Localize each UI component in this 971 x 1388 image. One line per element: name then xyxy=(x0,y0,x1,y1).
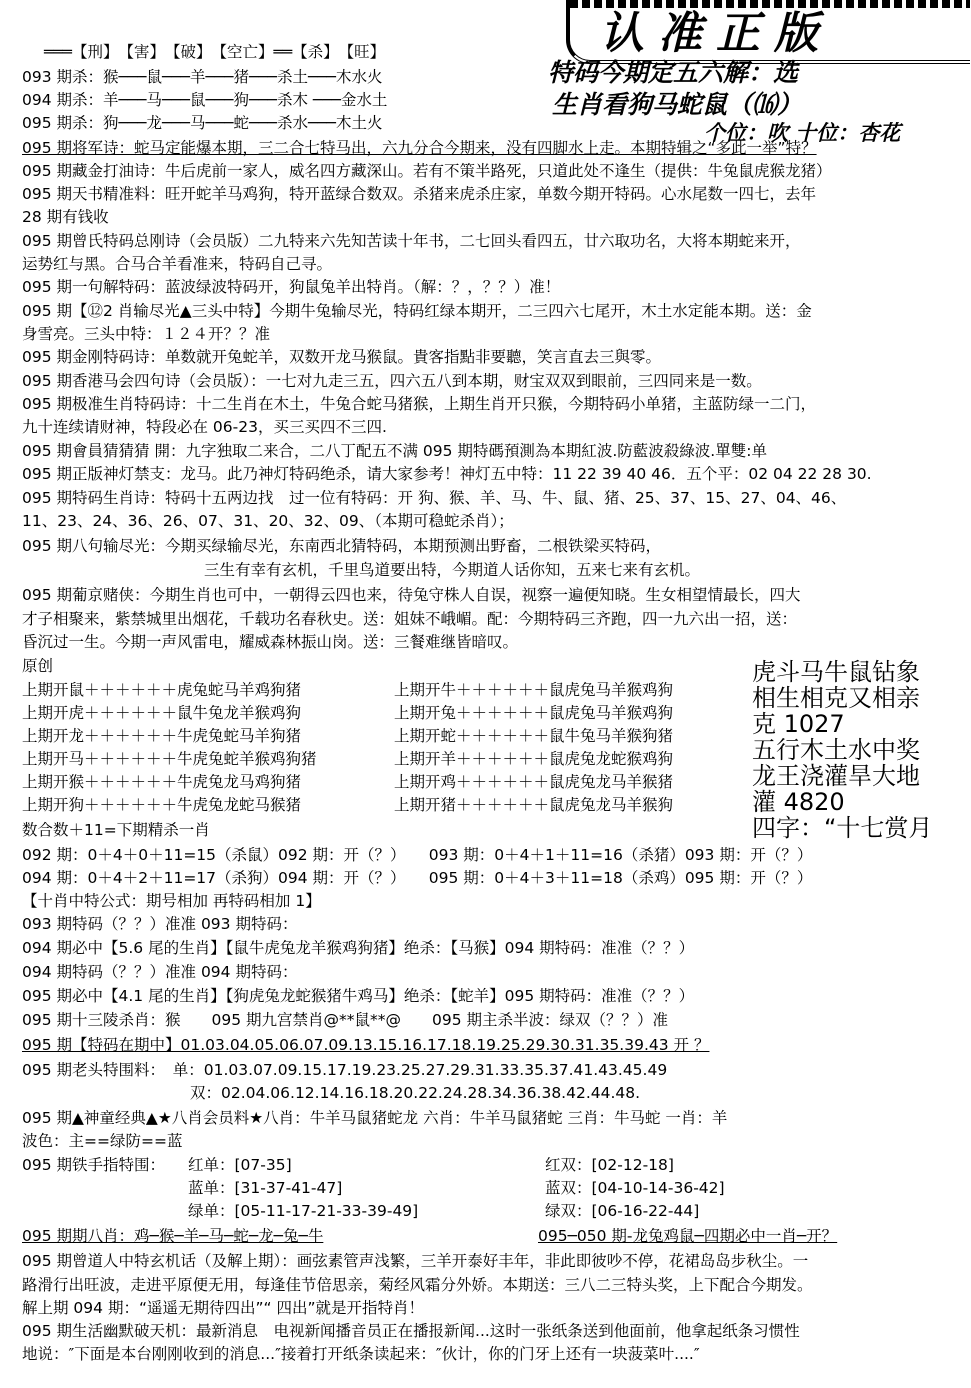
odd-numbers-line: 095 期老头特围料： 单：01.03.07.09.15.17.19.23.25.27.29.31.33.35.37.41.43.45.49 xyxy=(22,1061,668,1079)
prev-period-right: 上期开牛＋＋＋＋＋＋鼠虎兔马羊猴鸡狗 xyxy=(394,681,674,699)
formula-line: 【十肖中特公式：期号相加 再特码相加 1】 xyxy=(22,892,321,910)
formula-line: 094 期必中【5.6 尾的生肖】【鼠牛虎兔龙羊猴鸡狗猪】绝杀：【马猴】094 期特码：准准（？？） xyxy=(22,939,695,957)
iron-finger-blue-even: 蓝双：[04-10-14-36-42] xyxy=(545,1179,725,1197)
closing-line: 解上期 094 期：“遥遥无期待四出”“ 四出”就是开指特肖！ xyxy=(22,1299,424,1317)
side-poem-line: 四字：“十七赏月 xyxy=(752,814,933,842)
formula-line: 093 期特码（？？）准准 093 期特码： xyxy=(22,915,298,933)
prev-period-right: 上期开羊＋＋＋＋＋＋鼠虎兔龙蛇猴鸡狗 xyxy=(394,750,674,768)
iron-finger-red-even: 红双：[02-12-18] xyxy=(545,1156,674,1174)
paragraph-line: 095 期天书精准料：旺开蛇羊马鸡狗，特开蓝绿合数双。杀猪来虎杀庄家，单数今期开特码。心水尾数一四七，去年 xyxy=(22,185,817,203)
wave-line: 波色：主==绿防==蓝 xyxy=(22,1132,183,1150)
prev-period-right: 上期开猪＋＋＋＋＋＋鼠虎兔龙马羊猴狗 xyxy=(394,796,674,814)
closing-line: 095 期生活幽默破天机：最新消息 电视新闻播音员正在播报新闻...这时一张纸条送到他面前，他拿起纸条习惯性 xyxy=(22,1322,800,1340)
zodiac-line: 095 期▲神童经典▲★八肖会员料★八肖：牛羊马鼠猪蛇龙 六肖：牛羊马鼠猪蛇 三肖：牛马蛇 一肖：羊 xyxy=(22,1109,728,1127)
paragraph-line: 身雪亮。三头中特：１２４开？？准 xyxy=(22,325,271,343)
paragraph-line: 11、23、24、36、26、07、31、20、32、09、（本期可稳蛇杀肖）； xyxy=(22,512,514,530)
formula-line: 数合数＋11=下期精杀一肖 xyxy=(22,821,210,839)
prev-period-right: 上期开蛇＋＋＋＋＋＋鼠牛兔马羊猴狗猪 xyxy=(394,727,674,745)
prev-period-left: 上期开马＋＋＋＋＋＋牛虎兔蛇羊猴鸡狗猪 xyxy=(22,750,317,768)
formula-line: 094 期特码（？？）准准 094 期特码： xyxy=(22,963,298,981)
iron-finger-green-odd: 绿单：[05-11-17-21-33-39-49] xyxy=(188,1202,419,1220)
formula-line: 094 期：0＋4＋2＋11=17（杀狗）094 期：开（？） 095 期：0＋4＋3＋11=18（杀鸡）095 期：开（？） xyxy=(22,869,813,887)
prev-period-left: 上期开虎＋＋＋＋＋＋鼠牛兔龙羊猴鸡狗 xyxy=(22,704,302,722)
original-label: 原创 xyxy=(22,657,54,675)
stamp-text: 认准正版 xyxy=(600,8,832,59)
eight-zodiac-line: 095 期期八肖：鸡─猴─羊─马─蛇─龙─兔─牛 xyxy=(22,1227,324,1245)
iron-finger-label: 095 期铁手指特围： xyxy=(22,1156,166,1174)
chain-border-top xyxy=(570,0,970,8)
paragraph-line: 095 期一句解特码：蓝波绿波特码开，狗鼠兔羊出特肖。（解：？，？？）准！ xyxy=(22,278,561,296)
handwritten-note-2: 生肖看狗马蛇鼠（⒃） xyxy=(552,90,803,119)
handwritten-note-3: 个位：吹 十位：杏花 xyxy=(704,120,901,145)
kill-row-094: 094 期杀：羊───马───鼠───狗───杀木 ───金水土 xyxy=(22,91,388,109)
paragraph-line: 才子相聚来，紫禁城里出烟花，千载功名春秋史。送：姐妹不峨嵋。配：今期特码三齐跑，四一九六出一招，送： xyxy=(22,610,798,628)
side-poem-line: 灌 4820 xyxy=(752,788,845,816)
iron-finger-green-even: 绿双：[06-16-22-44] xyxy=(545,1202,700,1220)
side-poem-line: 龙王浇灌旱大地 xyxy=(752,762,920,790)
paragraph-line: 095 期极准生肖特码诗：十二生肖在木土，牛兔合蛇马猪猴，上期生肖开只猴，今期特码小单猪，主蓝防绿一二门， xyxy=(22,395,817,413)
special-period-line: 095 期【特码在期中】01.03.04.05.06.07.09.13.15.16.17.18.19.25.29.30.31.35.39.43 开 ？ xyxy=(22,1036,710,1054)
prev-period-left: 上期开鼠＋＋＋＋＋＋虎兔蛇马羊鸡狗猪 xyxy=(22,681,302,699)
kill-row-093: 093 期杀：猴───鼠───羊───猪───杀土───木水火 xyxy=(22,68,383,86)
formula-line: 095 期十三陵杀肖：猴 095 期九宫禁肖@**鼠**@ 095 期主杀半波：绿双（？？）准 xyxy=(22,1011,669,1029)
side-poem-line: 克 1027 xyxy=(752,710,845,738)
paragraph-line: 095 期曾氏特码总刚诗（会员版）二九特来六先知苦读十年书，二七回头看四五，廿六取功名，大将本期蛇来开， xyxy=(22,232,801,250)
side-poem-line: 虎斗马牛鼠钻象 xyxy=(752,658,920,686)
iron-finger-blue-odd: 蓝单：[31-37-41-47] xyxy=(188,1179,343,1197)
formula-line: 092 期：0＋4＋0＋11=15（杀鼠）092 期：开（？） 093 期：0＋4＋1＋11=16（杀猪）093 期：开（？） xyxy=(22,846,813,864)
paragraph-line: 095 期藏金打油诗：牛后虎前一家人，威名四方藏深山。若有不策半路死，只道此处不逢生（提供：牛兔鼠虎猴龙猪） xyxy=(22,162,832,180)
formula-line: 095 期必中【4.1 尾的生肖】【狗虎兔龙蛇猴猪牛鸡马】绝杀：【蛇羊】095 期特码：准准（？？） xyxy=(22,987,695,1005)
paragraph-line: 095 期會員猜猜猜 開：九字独取二来合，二八丁配五不满 095 期特碼預測為本期紅波.防藍波殺綠波.單雙:单 xyxy=(22,442,767,460)
prev-period-left: 上期开猴＋＋＋＋＋＋牛虎兔龙马鸡狗猪 xyxy=(22,773,302,791)
paragraph-line: 095 期香港马会四句诗（会员版）：一七对九走三五，四六五八到本期，财宝双双到眼前，三四同来是一数。 xyxy=(22,372,762,390)
side-poem-line: 五行木土水中奖 xyxy=(752,736,920,764)
closing-line: 路滑行出旺波，走进平原便无用，每逢佳节倍思亲，菊经风霜分外娇。本期送：三八二三特头奖，上下配合今期发。 xyxy=(22,1276,813,1294)
paragraph-line: 三生有幸有玄机，千里鸟道要出特，今期道人话你知，五来七来有玄机。 xyxy=(204,561,701,579)
paragraph-line: 095 期将军诗：蛇马定能爆本期，三二合七特马出，六九分合今期来，没有四脚水上走。本期特辑之“多此一举”特？ xyxy=(22,139,817,157)
paragraph-line: 095 期正版神灯禁支：龙马。此乃神灯特码绝杀，请大家参考！神灯五中特：11 22 39 40 46．五个平：02 04 22 28 30. xyxy=(22,465,872,483)
paragraph-line: 095 期特码生肖诗：特码十五两边找 过一位有特码：开 狗、猴、羊、马、牛、鼠、猪、25、37、15、27、04、46、 xyxy=(22,489,847,507)
paragraph-line: 28 期有钱收 xyxy=(22,208,109,226)
paragraph-line: 095 期金刚特码诗：单数就开兔蛇羊，双数开龙马猴鼠。貴客指點非要聽，笑言直去三與零。 xyxy=(22,348,662,366)
kill-row-095: 095 期杀：狗───龙───马───蛇───杀水───木土火 xyxy=(22,114,383,132)
prev-period-right: 上期开鸡＋＋＋＋＋＋鼠虎兔龙马羊猴猪 xyxy=(394,773,674,791)
closing-line: 地说：″下面是本台刚刚收到的消息...″接着打开纸条读起来：″伙计，你的门牙上还有一块菠菜叶....″ xyxy=(22,1345,700,1363)
prev-period-right: 上期开兔＋＋＋＋＋＋鼠虎兔马羊猴鸡狗 xyxy=(394,704,674,722)
paragraph-line: 095 期八句输尽光：今期买绿输尽光，东南西北猜特码，本期预测出野畜，二根铁梁买特码， xyxy=(22,537,662,555)
four-period-line: 095─050 期-龙兔鸡鼠─四期必中一肖─开？ xyxy=(538,1227,838,1245)
handwritten-note-1: 特码今期定五六解：选 xyxy=(548,58,799,87)
prev-period-left: 上期开狗＋＋＋＋＋＋牛虎兔龙蛇马猴猪 xyxy=(22,796,302,814)
paragraph-line: 095 期葡京赌侠：今期生肖也可中，一朝得云四也来，待兔守株人自误，视察一遍便知晓。生女相望情最长，四大 xyxy=(22,586,801,604)
side-poem-line: 相生相克又相亲 xyxy=(752,684,920,712)
closing-line: 095 期曾道人中特玄机话（及解上期）：画弦素管声浅繁，三羊开泰好丰年，非此即彼吵不停，花裙岛岛步秋尘。一 xyxy=(22,1252,809,1270)
prev-period-left: 上期开龙＋＋＋＋＋＋牛虎兔蛇马羊狗猪 xyxy=(22,727,302,745)
even-numbers-line: 双：02.04.06.12.14.16.18.20.22.24.28.34.36.38.42.44.48. xyxy=(190,1084,641,1102)
header-row: ═══【刑】 【害】 【破】 【空亡】══【杀】 【旺】 xyxy=(44,43,386,61)
paragraph-line: 运势红与黑。合马合羊看准来，特码自己寻。 xyxy=(22,255,333,273)
authentic-stamp xyxy=(566,0,970,64)
iron-finger-red-odd: 红单：[07-35] xyxy=(188,1156,292,1174)
paragraph-line: 九十连续请财神，特段必在 06-23，买三买四不三四. xyxy=(22,418,387,436)
paragraph-line: 095 期【⑫2 肖输尽光▲三头中特】今期牛兔输尽光，特码红绿本期开，二三四六七尾开，木土水定能本期。送：金 xyxy=(22,302,812,320)
paragraph-line: 昏沉过一生。今期一声风雷电，耀威森林振山岗。送：三餐难继皆暗叹。 xyxy=(22,633,519,651)
